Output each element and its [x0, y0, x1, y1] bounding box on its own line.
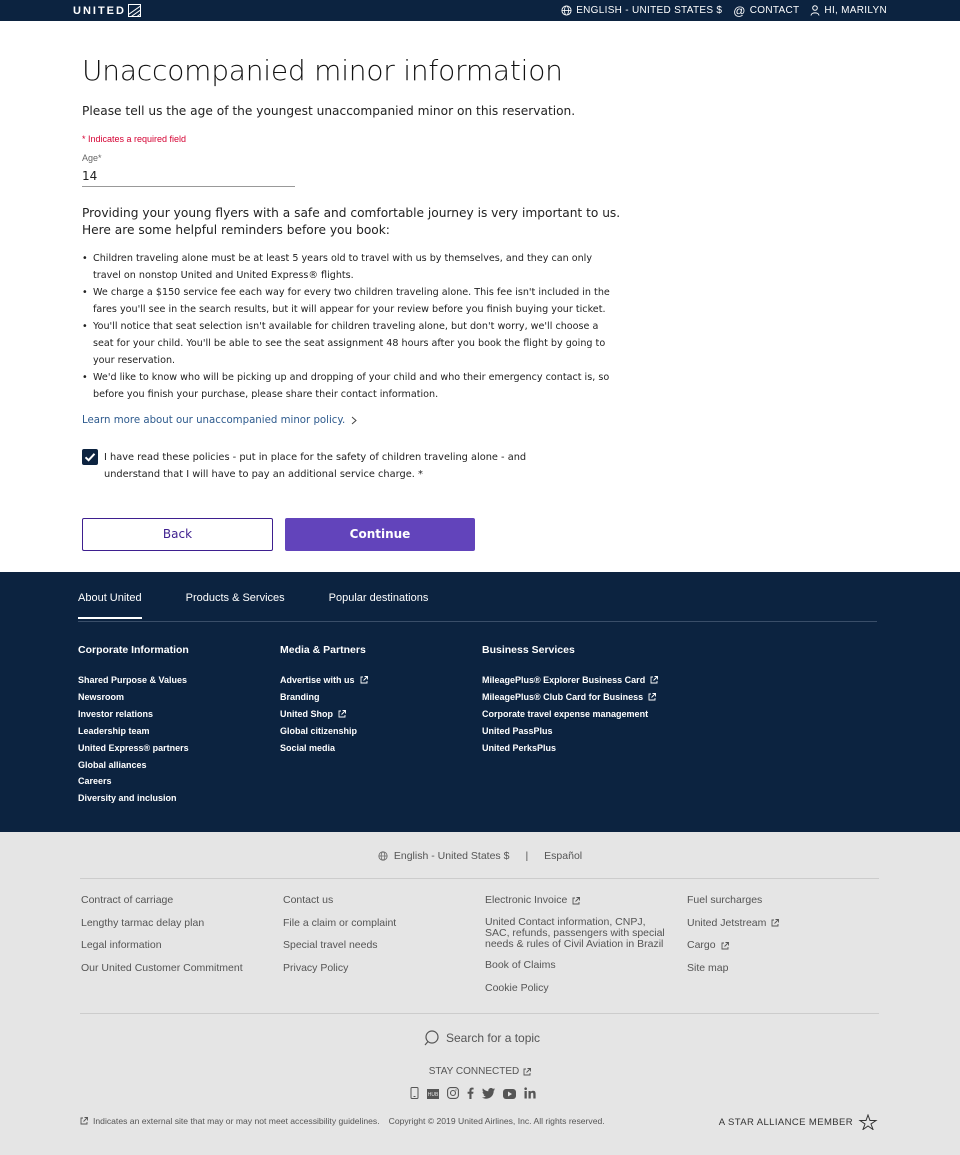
copyright-text: Copyright © 2019 United Airlines, Inc. All rights reserved.	[388, 1116, 605, 1126]
legal-link-label: Cargo	[687, 939, 716, 951]
reminder-list	[82, 250, 612, 403]
learn-more-link[interactable]	[82, 415, 357, 426]
footer-language-current[interactable]: English - United States $	[393, 850, 510, 862]
footer-column-corporate	[78, 644, 189, 807]
legal-link[interactable]	[485, 917, 670, 950]
list-item: • You'll notice that seat selection isn't available for children traveling alone, but don't worry, we'll choose a seat for your child. You'll be able to see the seat assignment 48 hours after you book the flight by going to your reservation.	[82, 318, 612, 369]
logo-text: UNITED	[73, 4, 126, 17]
footer-link-label: United PerksPlus	[482, 742, 557, 753]
legal-link-label: Legal information	[81, 939, 162, 951]
social-icons	[410, 1086, 536, 1104]
policy-acknowledgement-text: I have read these policies - put in place for the safety of children traveling alone - and understand that I will have to pay an additional service charge. *	[104, 452, 527, 480]
footer-link[interactable]	[78, 740, 189, 757]
age-input[interactable]	[82, 165, 295, 187]
age-field-label: Age*	[82, 153, 102, 163]
footer-link-label: Global alliances	[78, 759, 147, 770]
tab-about-united[interactable]: About United	[78, 592, 142, 619]
stay-connected-label: STAY CONNECTED	[428, 1066, 520, 1077]
tab-popular-destinations[interactable]: Popular destinations	[328, 592, 429, 604]
footer-link-label: Advertise with us	[280, 675, 355, 685]
search-icon	[424, 1030, 440, 1046]
page-title: Unaccompanied minor information	[82, 54, 563, 87]
legal-link-label: Electronic Invoice	[485, 894, 568, 906]
legal-link[interactable]	[81, 939, 243, 952]
youtube-icon[interactable]	[503, 1086, 516, 1104]
footer-link[interactable]	[280, 740, 368, 757]
learn-more-label: Learn more about our unaccompanied minor policy.	[82, 415, 346, 426]
external-link-icon	[648, 693, 656, 701]
back-button[interactable]: Back	[82, 518, 273, 551]
legal-link[interactable]	[687, 894, 779, 907]
footer-link-label: Careers	[78, 776, 112, 787]
contact-link[interactable]	[733, 4, 799, 18]
user-icon	[810, 5, 820, 16]
footer-link[interactable]	[280, 723, 368, 740]
footer-link[interactable]	[482, 706, 658, 723]
footer-link-label: Diversity and inclusion	[78, 793, 177, 804]
footer-language-bar	[0, 850, 960, 862]
legal-link-label: United Contact information, CNPJ, SAC, refunds, passengers with special needs & rules of Civil Aviation in Brazil	[485, 915, 665, 950]
legal-link-label: Fuel surcharges	[687, 894, 763, 906]
footer-link[interactable]	[78, 790, 189, 807]
external-link-icon	[360, 676, 368, 684]
legal-column-3	[485, 894, 670, 1004]
greeting-label: HI, MARILYN	[824, 5, 887, 16]
footer-link-label: Corporate travel expense management	[482, 708, 649, 719]
legal-link-label: Contact us	[283, 894, 334, 906]
footer-link[interactable]	[78, 773, 189, 790]
star-alliance-label: A STAR ALLIANCE MEMBER	[718, 1116, 853, 1128]
checkmark-icon	[82, 449, 98, 465]
footer-link[interactable]	[280, 672, 368, 689]
footer-link-label: Branding	[280, 691, 320, 702]
external-link-icon	[572, 897, 580, 905]
language-separator: |	[525, 850, 529, 862]
external-link-icon	[338, 710, 346, 718]
footer-link[interactable]	[482, 723, 658, 740]
legal-column-2	[283, 894, 396, 984]
column-heading: Business Services	[482, 644, 575, 656]
legal-link[interactable]	[283, 917, 396, 930]
language-label: ENGLISH - UNITED STATES $	[576, 5, 723, 16]
footer-link[interactable]	[78, 757, 189, 774]
search-placeholder: Search for a topic	[446, 1031, 541, 1045]
globe-icon	[378, 851, 388, 861]
star-alliance-icon	[858, 1114, 878, 1130]
footer-link[interactable]	[78, 706, 189, 723]
footer-link-label: United Express® partners	[78, 742, 189, 753]
facebook-icon[interactable]	[467, 1086, 474, 1104]
legal-link-label: Lengthy tarmac delay plan	[81, 916, 205, 929]
legal-link[interactable]	[81, 962, 243, 975]
list-item: • We charge a $150 service fee each way for every two children traveling alone. This fee isn't included in the fares you'll see in the search results, but it will appear for your review before you finish buying your ticket.	[82, 284, 612, 318]
footer-column-media	[280, 644, 368, 757]
linkedin-icon[interactable]	[524, 1086, 536, 1104]
external-link-icon	[721, 942, 729, 950]
legal-link[interactable]	[81, 917, 243, 930]
globe-icon	[561, 5, 572, 16]
footer-link[interactable]	[280, 706, 368, 723]
footer-link-label: Social media	[280, 742, 336, 753]
tab-divider	[78, 621, 877, 622]
continue-button[interactable]: Continue	[285, 518, 475, 551]
legal-column-4	[687, 894, 779, 984]
footer-link[interactable]	[482, 672, 658, 689]
legal-link-label: Contract of carriage	[81, 894, 174, 906]
footer-divider	[80, 1013, 879, 1014]
footer-search[interactable]	[424, 1030, 540, 1046]
legal-link[interactable]	[283, 939, 396, 952]
footer-link-label: Shared Purpose & Values	[78, 675, 188, 685]
footer-navigation	[0, 572, 960, 832]
footer-legal	[0, 832, 960, 1155]
chevron-right-icon	[351, 416, 357, 425]
at-sign-icon: @	[733, 3, 746, 18]
legal-column-1	[81, 894, 243, 984]
footer-link-label: United PassPlus	[482, 725, 553, 736]
account-menu[interactable]	[810, 5, 887, 16]
external-link-icon	[771, 919, 779, 927]
legal-link[interactable]	[485, 982, 670, 995]
footer-language-spanish[interactable]: Español	[544, 850, 583, 862]
reminder-text: Providing your young flyers with a safe and comfortable journey is very important to us. Here are some helpful reminders before you book:	[82, 206, 621, 237]
legal-link-label: Special travel needs	[283, 939, 378, 951]
united-logo[interactable]	[73, 4, 141, 17]
legal-link-label: Book of Claims	[485, 959, 556, 971]
legal-link[interactable]	[687, 962, 779, 975]
contact-label: CONTACT	[749, 5, 800, 16]
language-selector[interactable]	[561, 5, 722, 16]
legal-link[interactable]	[81, 894, 243, 907]
footer-link[interactable]	[78, 723, 189, 740]
footer-link[interactable]	[482, 740, 658, 757]
legal-link[interactable]	[485, 894, 670, 907]
column-heading: Media & Partners	[280, 644, 366, 656]
footer-link-label: MileagePlus® Explorer Business Card	[482, 675, 646, 685]
accessibility-disclaimer: Indicates an external site that may or may not meet accessibility guidelines.	[93, 1116, 380, 1126]
list-item: • We'd like to know who will be picking up and dropping of your child and who their emergency contact is, so before you finish your purchase, please share their contact information.	[82, 369, 612, 403]
external-link-icon	[650, 676, 658, 684]
legal-link-label: File a claim or complaint	[283, 916, 397, 929]
intro-text: Please tell us the age of the youngest unaccompanied minor on this reservation.	[82, 104, 576, 118]
legal-link[interactable]	[283, 894, 396, 907]
external-link-icon	[523, 1068, 531, 1076]
footer-link[interactable]	[78, 689, 189, 706]
list-item: • Children traveling alone must be at least 5 years old to travel with us by themselves, and they can only travel on nonstop United and United Express® flights.	[82, 250, 612, 284]
column-heading: Corporate Information	[78, 644, 189, 656]
footer-link-label: Global citizenship	[280, 725, 358, 736]
legal-link-label: United Jetstream	[687, 916, 767, 929]
footer-link[interactable]	[78, 672, 189, 689]
footer-tabs	[78, 592, 472, 619]
mobile-app-icon[interactable]	[410, 1086, 419, 1104]
tab-products-services[interactable]: Products & Services	[185, 592, 285, 604]
policy-checkbox[interactable]	[82, 449, 98, 465]
legal-link-label: Site map	[687, 961, 729, 974]
footer-link-label: MileagePlus® Club Card for Business	[482, 691, 644, 702]
top-navigation-bar	[0, 0, 960, 21]
globe-logo-icon	[128, 4, 141, 17]
stay-connected[interactable]	[0, 1066, 960, 1077]
legal-link-label: Our United Customer Commitment	[81, 961, 243, 974]
footer-link-label: Investor relations	[78, 708, 154, 719]
footer-divider	[80, 878, 879, 879]
legal-link[interactable]	[687, 939, 779, 952]
footer-column-business	[482, 644, 658, 757]
legal-link-label: Cookie Policy	[485, 981, 549, 994]
footer-link-label: United Shop	[280, 708, 333, 719]
legal-link-label: Privacy Policy	[283, 961, 349, 974]
svg-text:HUB: HUB	[427, 1092, 439, 1098]
footer-link-label: Newsroom	[78, 691, 125, 702]
required-field-note: * Indicates a required field	[82, 134, 187, 144]
instagram-icon[interactable]	[447, 1086, 459, 1104]
twitter-icon[interactable]	[482, 1086, 495, 1104]
legal-link[interactable]	[687, 917, 779, 930]
top-nav-links	[561, 0, 887, 21]
hub-icon[interactable]	[427, 1086, 439, 1104]
legal-link[interactable]	[485, 959, 670, 972]
external-link-icon	[80, 1117, 88, 1125]
footer-link[interactable]	[482, 689, 658, 706]
legal-link[interactable]	[283, 962, 396, 975]
footer-copyright	[80, 1116, 605, 1126]
footer-link[interactable]	[280, 689, 368, 706]
footer-link-label: Leadership team	[78, 725, 150, 736]
star-alliance-badge[interactable]	[719, 1114, 878, 1130]
